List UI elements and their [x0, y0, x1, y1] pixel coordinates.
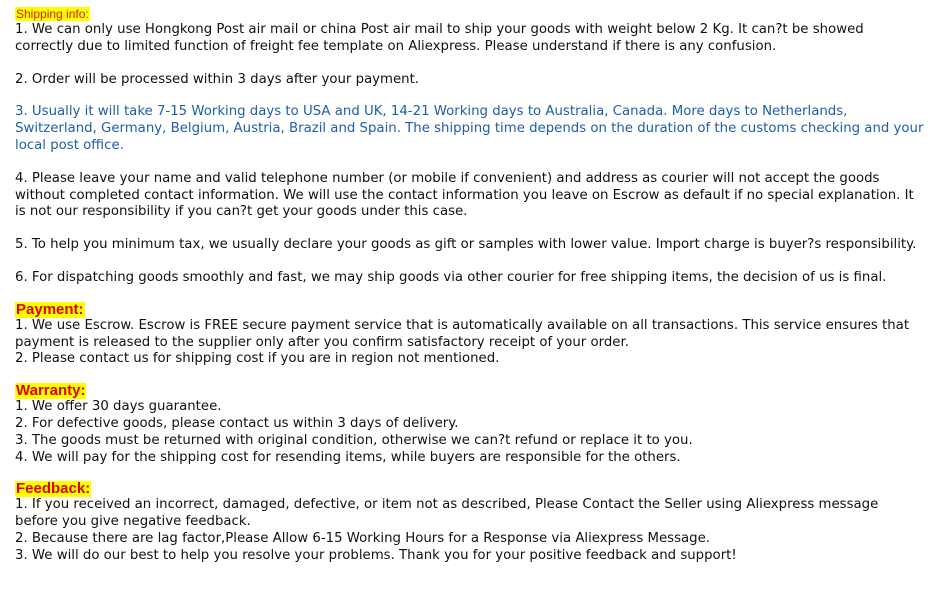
warranty-section	[15, 380, 925, 466]
warranty-item-3: 3. The goods must be returned with original condition, otherwise we can?t refund or replace it to you.	[15, 432, 693, 448]
warranty-item-4: 4. We will pay for the shipping cost for resending items, while buyers are responsible for the others.	[15, 449, 681, 465]
shipping-item-4: 4. Please leave your name and valid telephone number (or mobile if convenient) and address as courier will not accept the goods without completed contact information. We will use the contact information you leave on Escrow as default if no special explanation. It is not our responsibility if you can?t get your goods under this case.	[15, 170, 914, 220]
warranty-item-2: 2. For defective goods, please contact us within 3 days of delivery.	[15, 415, 459, 431]
feedback-item-2: 2. Because there are lag factor,Please Allow 6-15 Working Hours for a Response via Aliexpress Message.	[15, 530, 711, 546]
feedback-item-1: 1. If you received an incorrect, damaged, defective, or item not as described, Please Contact the Seller using Aliexpress message before you give negative feedback.	[15, 497, 879, 530]
warranty-heading: Warranty:	[16, 382, 86, 400]
payment-section	[15, 299, 925, 368]
warranty-item-1: 1. We offer 30 days guarantee.	[15, 399, 222, 415]
shipping-policy-document	[15, 3, 925, 565]
payment-item-2: 2. Please contact us for shipping cost if you are in region not mentioned.	[15, 351, 500, 367]
feedback-heading: Feedback:	[16, 480, 91, 498]
feedback-section	[15, 478, 925, 564]
shipping-item-6: 6. For dispatching goods smoothly and fast, we may ship goods via other courier for free shipping items, the decision of us is final.	[15, 269, 887, 285]
shipping-item-2: 2. Order will be processed within 3 days after your payment.	[15, 71, 420, 87]
shipping-item-1: 1. We can only use Hongkong Post air mail or china Post air mail to ship your goods with weight below 2 Kg. It can?t be showed correctly due to limited function of freight fee template on Aliexpress. Please understand if there is any confusion.	[15, 22, 864, 54]
shipping-info-heading: Shipping info:	[16, 7, 89, 21]
shipping-item-3: 3. Usually it will take 7-15 Working days to USA and UK, 14-21 Working days to Australia, Canada. More days to Netherlands, Switzerland, Germany, Belgium, Austria, Brazil and Spain. The shipping time depends on the duration of the customs checking and your local post office.	[15, 104, 924, 153]
shipping-item-5: 5. To help you minimum tax, we usually declare your goods as gift or samples with lower value. Import charge is buyer?s responsibility.	[15, 237, 917, 253]
feedback-item-3: 3. We will do our best to help you resolve your problems. Thank you for your positive feedback and support!	[15, 547, 737, 563]
payment-item-1: 1. We use Escrow. Escrow is FREE secure payment service that is automatically available on all transactions. This service ensures that payment is released to the supplier only after you confirm satisfactory receipt of your order.	[15, 317, 910, 350]
shipping-section	[15, 3, 925, 287]
payment-heading: Payment:	[16, 300, 84, 318]
